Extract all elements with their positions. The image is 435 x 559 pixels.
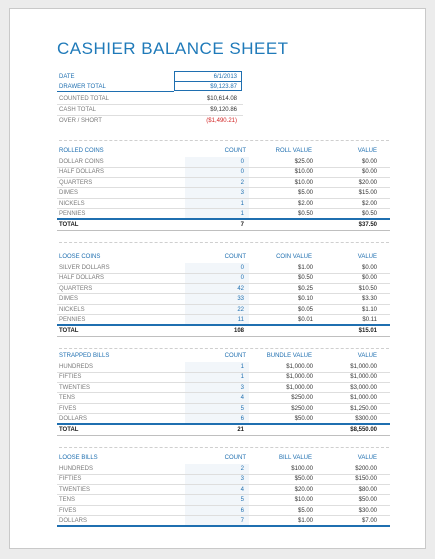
table-row [10,485,427,495]
section-header [10,453,427,463]
table-row [10,393,427,403]
total-count: 108 [233,328,244,335]
count-field[interactable]: 0 [240,275,244,282]
count-field[interactable]: 11 [237,317,244,323]
over-short-value: ($1,490.21) [206,118,237,124]
unit-value: $250.00 [291,395,313,402]
column-header-unit-value: ROLL VALUE [275,148,312,154]
unit-value: $1,000.00 [286,374,313,381]
unit-value: $0.01 [297,317,313,323]
row-value: $300.00 [355,416,377,422]
count-field[interactable]: 1 [240,200,244,207]
row-label: FIFTIES [59,476,82,483]
section-separator [59,447,389,448]
row-value: $80.00 [358,486,377,493]
column-header-unit-value: COIN VALUE [276,254,312,260]
row-value: $0.00 [361,275,377,282]
section-separator [59,348,389,349]
summary-row-counted [10,94,427,104]
unit-value: $0.50 [297,275,313,282]
row-label: FIVES [59,405,77,412]
summary-value: $9,120.86 [210,107,237,113]
unit-value: $0.50 [297,211,313,217]
total-label: TOTAL [59,222,79,229]
date-field[interactable]: 6/1/2013 [213,74,237,80]
count-field[interactable]: 0 [240,159,244,165]
section-title: LOOSE COINS [59,254,101,260]
table-row [10,284,427,294]
table-row [10,404,427,414]
section-title: LOOSE BILLS [59,455,98,461]
section-header [10,146,427,156]
row-label: HALF DOLLARS [59,275,105,282]
row-label: SILVER DOLLARS [59,265,110,271]
row-value: $1.10 [361,306,377,313]
row-label: HUNDREDS [59,364,94,370]
unit-value: $50.00 [294,416,313,422]
unit-value: $50.00 [294,476,313,483]
unit-value: $0.25 [297,285,313,292]
summary-value: $10,614.08 [206,96,237,102]
row-value: $1,000.00 [350,374,377,381]
row-value: $7.00 [361,518,377,524]
row-label: TWENTIES [59,486,90,493]
count-field[interactable]: 0 [240,265,244,271]
table-row [10,263,427,273]
unit-value: $0.05 [297,306,313,313]
row-label: TENS [59,497,76,504]
count-field[interactable]: 0 [240,169,244,176]
count-field[interactable]: 6 [240,416,244,422]
row-label: HUNDREDS [59,466,94,472]
count-field[interactable]: 6 [240,507,244,514]
row-value: $1,000.00 [350,364,377,370]
total-count: 21 [237,427,244,434]
count-field[interactable]: 22 [237,306,244,313]
summary-label: DATE [59,74,75,80]
row-value: $30.00 [358,507,377,514]
count-field[interactable]: 4 [240,486,244,493]
section-header [10,252,427,262]
row-label: FIFTIES [59,374,82,381]
count-field[interactable]: 7 [240,518,244,524]
row-label: TWENTIES [59,384,90,391]
row-label: DOLLARS [59,416,88,422]
row-label: PENNIES [59,211,86,217]
total-value: $8,550.00 [350,427,377,434]
column-header-count: COUNT [224,353,246,359]
row-value: $3.30 [361,296,377,303]
total-label: TOTAL [59,427,79,434]
column-header-value: VALUE [357,254,377,260]
summary-label: DRAWER TOTAL [59,84,106,90]
count-field[interactable]: 4 [240,395,244,402]
unit-value: $20.00 [294,486,313,493]
count-field[interactable]: 5 [240,405,244,412]
unit-value: $10.00 [294,169,313,176]
column-header-unit-value: BILL VALUE [278,455,312,461]
row-label: NICKELS [59,306,85,313]
summary-label: CASH TOTAL [59,107,97,113]
count-field[interactable]: 42 [237,285,244,292]
unit-value: $1.00 [297,518,313,524]
unit-value: $250.00 [291,405,313,412]
row-label: DOLLAR COINS [59,159,104,165]
table-row [10,199,427,209]
total-bottom-rule [57,435,390,436]
row-label: TENS [59,395,76,402]
unit-value: $0.10 [297,296,313,303]
total-row [10,220,427,230]
row-value: $0.00 [361,169,377,176]
summary-label: OVER / SHORT [59,118,102,124]
section-separator [59,242,389,243]
unit-value: $5.00 [297,507,313,514]
table-row [10,372,427,382]
total-bottom-rule [57,336,390,337]
total-row [10,326,427,336]
summary-row-date [10,72,427,82]
table-row [10,167,427,177]
count-field[interactable]: 3 [240,190,244,197]
table-row [10,188,427,198]
unit-value: $100.00 [291,466,313,472]
count-field[interactable]: 2 [240,179,244,186]
row-value: $0.50 [361,211,377,217]
unit-value: $25.00 [294,159,313,165]
table-row [10,474,427,484]
unit-value: $1,000.00 [286,384,313,391]
section-header [10,351,427,361]
unit-value: $2.00 [297,200,313,207]
column-header-unit-value: BUNDLE VALUE [266,353,312,359]
table-row [10,178,427,188]
column-header-count: COUNT [224,148,246,154]
column-header-value: VALUE [357,455,377,461]
unit-value: $10.00 [294,497,313,504]
page-title: CASHIER BALANCE SHEET [57,39,289,58]
row-value: $0.00 [361,159,377,165]
row-label: DIMES [59,296,79,303]
row-value: $15.00 [358,190,377,197]
drawer-total-field[interactable]: $9,123.87 [210,84,237,90]
row-value: $200.00 [355,466,377,472]
row-value: $150.00 [355,476,377,483]
row-value: $3,000.00 [350,384,377,391]
row-value: $1,000.00 [350,395,377,402]
row-value: $20.00 [358,179,377,186]
count-field[interactable]: 1 [240,364,244,370]
summary-row-drawer [10,82,427,92]
row-value: $10.50 [358,285,377,292]
summary-label: COUNTED TOTAL [59,96,110,102]
column-header-value: VALUE [357,353,377,359]
column-header-count: COUNT [224,254,246,260]
table-row [10,294,427,304]
table-row [10,157,427,167]
count-field[interactable]: 2 [240,466,244,472]
summary-row-over-short [10,116,427,126]
row-label: NICKELS [59,200,85,207]
total-label: TOTAL [59,328,79,335]
count-field[interactable]: 1 [240,374,244,381]
count-field[interactable]: 3 [240,384,244,391]
column-header-value: VALUE [357,148,377,154]
total-rule [57,525,390,527]
row-label: PENNIES [59,317,86,323]
table-row [10,495,427,505]
row-label: QUARTERS [59,179,93,186]
summary-row-cash [10,105,427,115]
table-row [10,506,427,516]
row-value: $2.00 [361,200,377,207]
unit-value: $1,000.00 [286,364,313,370]
total-count: 7 [240,222,244,229]
table-row [10,305,427,315]
count-field[interactable]: 5 [240,497,244,504]
row-value: $50.00 [358,497,377,504]
unit-value: $1.00 [297,265,313,271]
total-bottom-rule [57,230,390,231]
row-label: QUARTERS [59,285,93,292]
row-value: $0.00 [361,265,377,271]
table-row [10,383,427,393]
section-separator [59,140,389,141]
table-row [10,273,427,283]
unit-value: $5.00 [297,190,313,197]
total-value: $15.01 [358,328,377,335]
count-field[interactable]: 1 [240,211,244,217]
unit-value: $10.00 [294,179,313,186]
total-value: $37.50 [358,222,377,229]
row-value: $1,250.00 [350,405,377,412]
balance-sheet [9,8,426,549]
row-label: FIVES [59,507,77,514]
row-label: HALF DOLLARS [59,169,105,176]
column-header-count: COUNT [224,455,246,461]
total-row [10,425,427,435]
row-value: $0.11 [362,317,377,323]
count-field[interactable]: 33 [237,296,244,303]
table-row [10,464,427,474]
count-field[interactable]: 3 [240,476,244,483]
section-title: ROLLED COINS [59,148,104,154]
table-row [10,362,427,372]
row-label: DOLLARS [59,518,88,524]
section-title: STRAPPED BILLS [59,353,110,359]
row-label: DIMES [59,190,79,197]
